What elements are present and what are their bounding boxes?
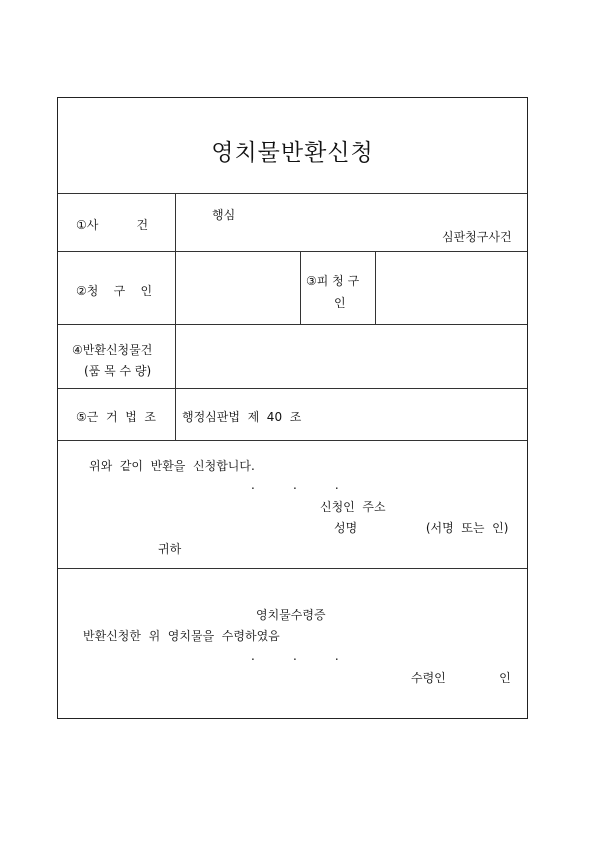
divider-title — [58, 193, 527, 194]
refund-application-form — [57, 97, 528, 719]
applicant-name-line: 성명 (서명 또는 인) — [334, 521, 509, 535]
receipt-date: . . . — [251, 649, 339, 663]
divider-declaration — [58, 568, 527, 569]
label-column-divider — [175, 193, 176, 440]
case-label: ①사 건 — [76, 218, 149, 232]
respondent-divider-left — [300, 251, 301, 324]
basis-value: 행정심판법 제 40 조 — [182, 410, 302, 424]
divider-item — [58, 388, 527, 389]
item-label-line1: ④반환신청물건 — [72, 343, 153, 357]
case-suffix: 심판청구사건 — [442, 230, 512, 244]
divider-applicant — [58, 324, 527, 325]
respondent-divider-right — [375, 251, 376, 324]
divider-basis — [58, 440, 527, 441]
respondent-label-line1: ③피 청 구 — [306, 274, 360, 288]
case-prefix: 행심 — [212, 208, 236, 222]
applicant-address: 신청인 주소 — [320, 500, 386, 514]
declaration-statement: 위와 같이 반환을 신청합니다. — [89, 459, 255, 473]
respondent-label-line2: 인 — [334, 296, 346, 310]
basis-label: ⑤근 거 법 조 — [76, 410, 157, 424]
declaration-date: . . . — [251, 478, 339, 492]
applicant-label: ②청 구 인 — [76, 284, 153, 298]
addressee: 귀하 — [158, 542, 182, 556]
receipt-statement: 반환신청한 위 영치물을 수령하였음 — [83, 629, 280, 643]
divider-case — [58, 251, 527, 252]
form-title: 영치물반환신청 — [211, 140, 374, 166]
receiver-line: 수령인 인 — [411, 671, 511, 685]
item-label-line2: (품 목 수 량) — [84, 364, 152, 378]
receipt-title: 영치물수령증 — [256, 608, 326, 622]
